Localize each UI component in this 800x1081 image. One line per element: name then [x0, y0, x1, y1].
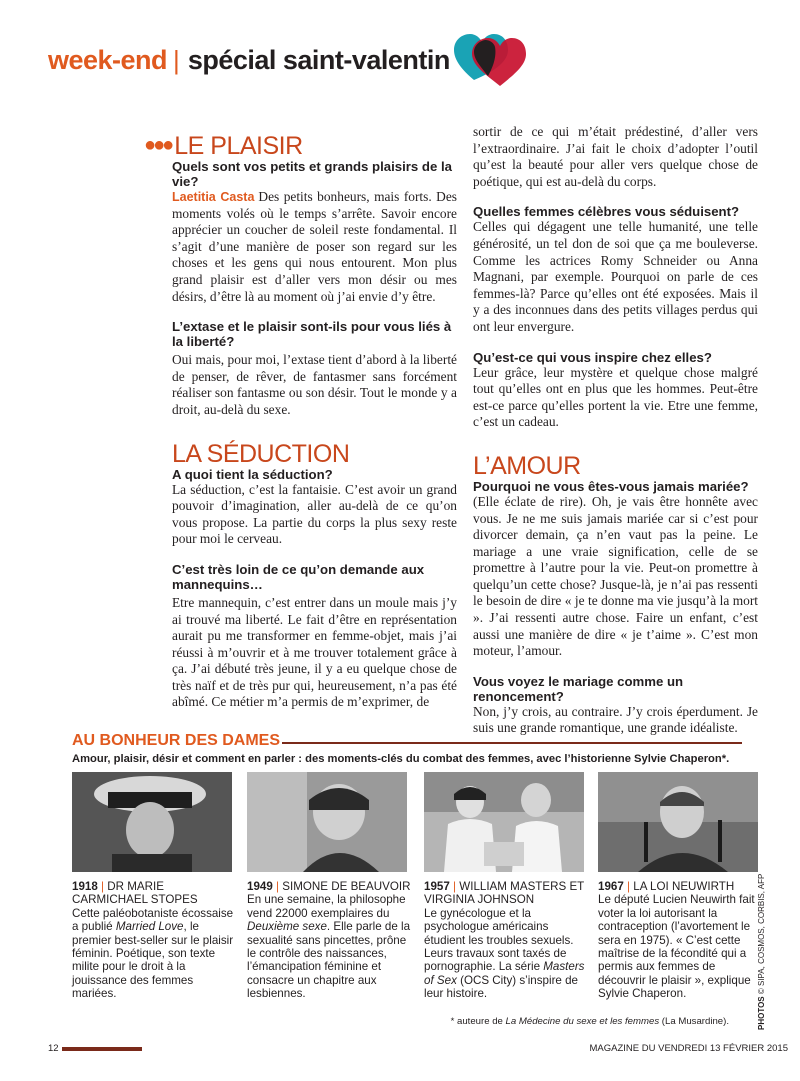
- timeline-text: Le député Lucien Neuwirth fait voter la loi autorisant la contraception (l’avortement le sera en 1975). « C’est cette maîtrise de la fécondité qui a permis aux femmes de découvrir le plaisir », explique Sylvie Chaperon.: [598, 893, 755, 1001]
- timeline-book-title: Deuxième sexe: [247, 920, 327, 934]
- timeline-name: WILLIAM MASTERS ET VIRGINIA JOHNSON: [424, 880, 585, 907]
- timeline-item-1918: [72, 880, 237, 1001]
- seduction-title: LA SÉDUCTION: [172, 439, 350, 468]
- timeline-item-1957: [424, 880, 589, 1001]
- photo-credit: [757, 874, 766, 1030]
- timeline-book-title: Married Love: [115, 920, 184, 934]
- box-title: AU BONHEUR DES DAMES: [72, 732, 281, 749]
- femmes-answer: Celles qui dégagent une telle humanité, une telle générosité, un tel don de soi que ça me bouleverse. Comme les actrices Romy Schneider ou Anna Magnani, par exemple. Pourquoi on parle de ces femmes-là? Parce qu’elles ont été exposées. Mais il y a des inconnues dans des petits villages perdus qui ont leur envergure.: [473, 219, 758, 334]
- header-separator: |: [173, 44, 180, 75]
- plaisir-question-1: Quels sont vos petits et grands plaisirs de la vie?: [172, 159, 452, 189]
- photo-credit-label: PHOTOS: [757, 996, 766, 1030]
- timeline-year: 1967: [598, 880, 624, 893]
- caption-bar: |: [101, 880, 105, 893]
- caption-bar: |: [627, 880, 631, 893]
- photo-masters-johnson: [424, 772, 584, 872]
- continued-answer: sortir de ce qui m’était prédestiné, d’aller vers l’extraordinaire. J’ai fait le choix d’adopter l’outil qu’est la beauté pour aller vers quelque chose de poétique, qui est au-delà du corps.: [473, 124, 758, 189]
- amour-question-2: Vous voyez le mariage comme un renoncement?: [473, 673, 684, 704]
- photo-credit-text: © SIPA, COSMOS, CORBIS, AFP: [757, 873, 766, 995]
- timeline-series-title: Masters of Sex: [424, 960, 585, 987]
- timeline-name: SIMONE DE BEAUVOIR: [282, 880, 411, 893]
- header-kicker: week-end: [48, 44, 168, 75]
- plaisir-heading: [144, 132, 457, 160]
- page-header: [48, 42, 450, 78]
- timeline-name: DR MARIE CARMICHAEL STOPES: [72, 880, 198, 907]
- timeline-text-end: (OCS City) s’inspire de leur histoire.: [424, 973, 578, 1001]
- footnote-text: * auteure de: [450, 1016, 506, 1027]
- footer-rule: [62, 1047, 142, 1051]
- timeline-year: 1957: [424, 880, 450, 893]
- timeline-text-end: . Elle parle de la sexualité sans pincettes, prône le contrôle des naissances, l’émancipation féminine et consacre un chapitre aux lesbiennes.: [247, 920, 411, 1001]
- box-subtitle: Amour, plaisir, désir et comment en parler : des moments-clés du combat des femmes, avec l’historienne Sylvie Chaperon*.: [72, 753, 730, 765]
- timeline-text: Cette paléobotaniste écossaise a publié: [72, 906, 234, 934]
- seduction-answer-2: Etre mannequin, c’est entrer dans un moule mais j’y ai trouvé ma liberté. Le fait d’être en représentation aurait pu me transformer en femme-objet, mais j’ai réussi à m’ouvrir et à me trouver totalement grâce à ça. J’ai débuté très jeune, il y a eu quelque chose de très naïf et de très pur qui, heureusement, n’a pas été abîmé. Ce métier m’a permis de m’exprimer, de: [172, 594, 457, 710]
- footnote-book-title: La Médecine du sexe et les femmes: [505, 1016, 660, 1027]
- amour-answer-2: Non, j’y crois, au contraire. J’y crois éperdument. Je suis une grande romantique, une grande idéaliste.: [473, 703, 758, 736]
- photo-lucien-neuwirth: [598, 772, 758, 872]
- plaisir-question-2: L’extase et le plaisir sont-ils pour vous liés à la liberté?: [172, 319, 452, 350]
- caption-bar: |: [453, 880, 457, 893]
- timeline-text: En une semaine, la philosophe vend 22000 exemplaires du: [247, 893, 406, 920]
- timeline-year: 1949: [247, 880, 273, 893]
- footnote-publisher: (La Musardine).: [659, 1016, 729, 1027]
- timeline-text-end: , le premier best-seller sur le plaisir féminin. Poétique, son texte milite pour le droit à la jouissance des femmes mariées.: [72, 920, 234, 1001]
- plaisir-answer-1: [172, 189, 457, 305]
- plaisir-answer-1-text: Des petits bonheurs, mais forts. Des moments volés où le temps s’arrête. Savoir encore apprécier un coucher de soleil reste fondamental. Il s’agit d’une manière de poser son regard sur les choses et les gens qui nous entourent. Mon plus grand plaisir est d’aller vers mon désir ou mes désirs, d’être là au moment où j’ai envie d’y être.: [172, 189, 457, 304]
- timeline-year: 1918: [72, 880, 98, 893]
- timeline-name: LA LOI NEUWIRTH: [633, 880, 735, 893]
- caption-bar: |: [276, 880, 280, 893]
- amour-question-1: Pourquoi ne vous êtes-vous jamais mariée?: [473, 478, 749, 494]
- inspire-question: Qu’est-ce qui vous inspire chez elles?: [473, 349, 712, 365]
- hearts-logo-icon: [452, 30, 528, 88]
- photo-marie-stopes: [72, 772, 232, 872]
- inspire-answer: Leur grâce, leur mystère et quelque chose malgré tout qu’elles ont en plus que les hommes. Peut-être est-ce parce qu’elles portent la vie. Etre une femme, c’est un cadeau.: [473, 364, 758, 430]
- timeline-item-1967: [598, 880, 763, 1001]
- seduction-question-2: C’est très loin de ce qu’on demande aux mannequins…: [172, 561, 425, 592]
- femmes-question: Quelles femmes célèbres vous séduisent?: [473, 204, 740, 220]
- magazine-issue: MAGAZINE DU VENDREDI 13 FÉVRIER 2015: [589, 1043, 788, 1054]
- plaisir-answer-2: Oui mais, pour moi, l’extase tient d’abord à la liberté de penser, de rêver, de fantasmer sans forcément réaliser son fantasme ou son désir. Tout le monde y a droit, au-delà du sexe.: [172, 352, 457, 417]
- speaker-name: Laetitia Casta: [172, 190, 255, 204]
- photo-simone-de-beauvoir: [247, 772, 407, 872]
- amour-answer-1: (Elle éclate de rire). Oh, je vais être honnête avec vous. Je ne me suis jamais mariée car si c’est pour divorcer demain, ça n’en vaut pas la peine. Le mariage a une vraie signification, celle de se promettre à l’autre pour la vie. Peut-on promettre à quelqu’un cette chose? Jusque-là, je n’ai pas ressenti le besoin de dire « je te donne ma vie jusqu’à la mort ». J’ai ressenti autre chose. Faire un enfant, c’est aussi une manière de dire « je t’aime ». C’est mon moteur, l’amour.: [473, 493, 758, 659]
- plaisir-title: LE PLAISIR: [174, 132, 303, 160]
- amour-title: L’AMOUR: [473, 451, 581, 480]
- box-footnote: [451, 1016, 729, 1027]
- seduction-answer-1: La séduction, c’est la fantaisie. C’est avoir un grand pouvoir d’imagination, aller au-delà de ce qu’on vous propose. La partie du corps la plus sexy reste pour moi le cerveau.: [172, 481, 457, 547]
- bullet-dots-icon: ●●●: [144, 134, 172, 156]
- timeline-text: Le gynécologue et la psychologue américains étudient les troubles sexuels. Leurs travaux sont taxés de pornographie. La série: [424, 906, 574, 974]
- box-title-rule: [282, 742, 742, 744]
- header-section-title: spécial saint-valentin: [187, 44, 450, 75]
- seduction-question-1: A quoi tient la séduction?: [172, 466, 333, 482]
- right-column: [473, 124, 758, 737]
- page-number: 12: [48, 1043, 59, 1054]
- timeline-item-1949: [247, 880, 412, 1001]
- left-column: [144, 132, 457, 711]
